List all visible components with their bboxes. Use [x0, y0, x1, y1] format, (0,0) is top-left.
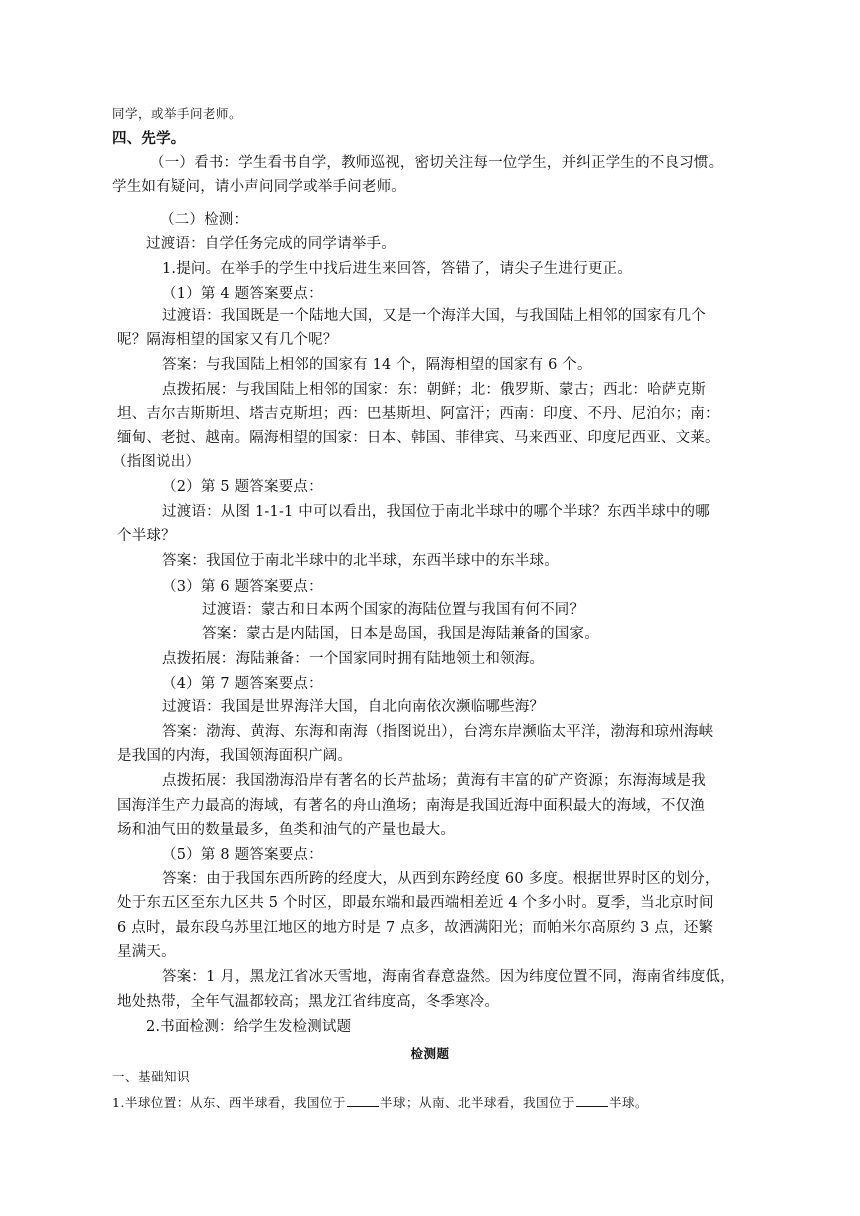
text-line-27: 是我国的内海，我国领海面积广阔。 — [117, 748, 353, 764]
text-line-13: 坦、吉尔吉斯斯坦、塔吉克斯坦；西：巴基斯坦、阿富汗；西南：印度、不丹、尼泊尔；南： — [117, 406, 720, 422]
text-line-5: （二）检测： — [160, 212, 249, 228]
text-line-8: （1）第 4 题答案要点： — [162, 286, 323, 302]
text-line-37: 地处热带，全年气温都较高；黑龙江省纬度高，冬季寒冷。 — [117, 994, 500, 1010]
text-line-16: （2）第 5 题答案要点： — [162, 479, 323, 495]
text-line-3: （一）看书：学生看书自学，教师巡视，密切关注每一位学生，并纠正学生的不良习惯。 — [150, 155, 724, 171]
question-text-part2: 半球；从南、北半球看，我国位于 — [379, 1095, 575, 1110]
text-line-11: 答案：与我国陆上相邻的国家有 14 个，隔海相望的国家有 6 个。 — [162, 357, 592, 373]
text-line-9: 过渡语：我国既是一个陆地大国，又是一个海洋大国，与我国陆上相邻的国家有几个 — [162, 308, 706, 324]
text-line-28: 点拨拓展：我国渤海沿岸有著名的长芦盐场；黄海有丰富的矿产资源；东海海域是我 — [162, 773, 706, 789]
text-line-22: 答案：蒙古是内陆国，日本是岛国，我国是海陆兼备的国家。 — [202, 626, 599, 642]
exam-section-heading: 一、基础知识 — [112, 1069, 191, 1084]
text-line-36: 答案：1 月，黑龙江省冰天雪地，海南省春意盎然。因为纬度位置不同，海南省纬度低， — [162, 969, 735, 985]
text-line-26: 答案：渤海、黄海、东海和南海（指图说出），台湾东岸濒临太平洋，渤海和琼州海峡 — [162, 724, 714, 740]
text-line-38: 2.书面检测：给学生发检测试题 — [146, 1019, 352, 1035]
text-line-25: 过渡语：我国是世界海洋大国，自北向南依次濒临哪些海？ — [162, 699, 545, 715]
text-line-15: （指图说出） — [112, 454, 201, 470]
text-line-20: （3）第 6 题答案要点： — [162, 579, 323, 595]
text-line-4: 学生如有疑问，请小声问同学或举手问老师。 — [112, 179, 406, 195]
text-line-30: 场和油气田的数量最多，鱼类和油气的产量也最大。 — [117, 822, 456, 838]
text-line-21: 过渡语：蒙古和日本两个国家的海陆位置与我国有何不同？ — [202, 602, 585, 618]
text-line-31: （5）第 8 题答案要点： — [162, 847, 323, 863]
text-line-34: 6 点时，最东段乌苏里江地区的地方时是 7 点多，故洒满阳光；而帕米尔高原约 3 点，还繁 — [117, 920, 714, 936]
text-line-23: 点拨拓展：海陆兼备：一个国家同时拥有陆地领土和领海。 — [162, 651, 545, 667]
text-line-24: （4）第 7 题答案要点： — [162, 676, 323, 692]
text-line-33: 处于东五区至东九区共 5 个时区，即最东端和最西端相差近 4 个多小时。夏季，当北京时间 — [117, 895, 714, 911]
text-line-6: 过渡语：自学任务完成的同学请举手。 — [146, 236, 396, 252]
section-heading-4: 四、先学。 — [112, 130, 186, 147]
text-line-12: 点拨拓展：与我国陆上相邻的国家：东：朝鲜；北：俄罗斯、蒙古；西北：哈萨克斯 — [162, 382, 706, 398]
text-line-32: 答案：由于我国东西所跨的经度大，从西到东跨经度 60 多度。根据世界时区的划分， — [162, 871, 720, 887]
answer-blank-1[interactable] — [347, 1092, 379, 1107]
text-line-14: 缅甸、老挝、越南。隔海相望的国家：日本、韩国、菲律宾、马来西亚、印度尼西亚、文莱。 — [117, 430, 720, 446]
text-line-35: 星满天。 — [117, 944, 176, 960]
answer-blank-2[interactable] — [576, 1092, 608, 1107]
text-line-29: 国海洋生产力最高的海域，有著名的舟山渔场；南海是我国近海中面积最大的海域，不仅渔 — [117, 798, 705, 814]
text-line-19: 答案：我国位于南北半球中的北半球，东西半球中的东半球。 — [162, 553, 559, 569]
exam-question-1 — [112, 1092, 648, 1113]
text-line-1: 同学，或举手问老师。 — [112, 106, 243, 121]
text-line-10: 呢？隔海相望的国家又有几个呢？ — [117, 332, 338, 348]
question-text-part1: 1.半球位置：从东、西半球看，我国位于 — [112, 1095, 346, 1110]
text-line-18: 个半球？ — [117, 528, 176, 544]
question-text-part3: 半球。 — [608, 1095, 648, 1110]
text-line-17: 过渡语：从图 1-1-1 中可以看出，我国位于南北半球中的哪个半球？东西半球中的哪 — [162, 504, 710, 520]
exam-title: 检测题 — [410, 1046, 450, 1061]
text-line-7: 1.提问。在举手的学生中找后进生来回答，答错了，请尖子生进行更正。 — [162, 261, 632, 277]
